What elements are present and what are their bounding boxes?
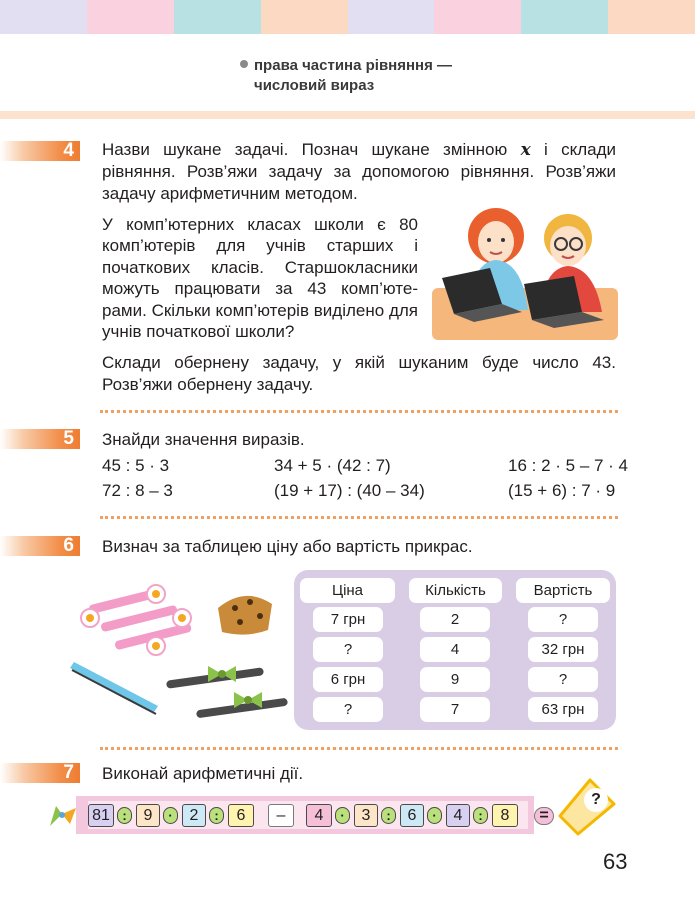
table-cell: 6 грн (313, 667, 383, 692)
table-cell: 7 грн (313, 607, 383, 632)
table-cell: ? (313, 637, 383, 662)
task-number-tab (0, 141, 80, 161)
chain-operator: · (163, 807, 178, 824)
chain-number: 2 (182, 804, 206, 827)
chain-operator: : (209, 807, 224, 824)
dotted-divider (100, 410, 618, 413)
task6-title: Визнач за таблицею ціну або вартість прикрас. (102, 537, 473, 556)
task-number-tab (0, 429, 80, 449)
stripe (608, 0, 695, 34)
chain-operator: : (473, 807, 488, 824)
table-cell: 32 грн (528, 637, 598, 662)
divider (0, 111, 695, 119)
variable-x: x (520, 140, 531, 160)
chain-operator: · (427, 807, 442, 824)
blue-barrette (70, 662, 158, 712)
task4-intro-b: і склади рівняння. Розв’яжи задачу за допомогою рівняння. Розв’яжи задачу арифметичним методом. (102, 140, 616, 203)
header-line-1: права частина рівняння — (254, 57, 453, 74)
chain-number: 6 (228, 804, 254, 827)
task-number: 7 (63, 762, 74, 783)
answer-placeholder: ? (584, 788, 608, 812)
table-header-cost: Вартість (516, 578, 610, 603)
table-cell: ? (528, 667, 598, 692)
table-cell: 63 грн (528, 697, 598, 722)
chain-operator: : (117, 807, 132, 824)
table-cell: ? (313, 697, 383, 722)
chain-operator: · (335, 807, 350, 824)
expression: (19 + 17) : (40 – 34) (274, 481, 425, 500)
chain-number: 8 (492, 804, 518, 827)
task-number: 4 (63, 140, 74, 161)
expression: (15 + 6) : 7 · 9 (508, 481, 616, 500)
hair-accessories-illustration (70, 578, 290, 728)
kite-tail-bow-icon (46, 800, 80, 834)
task-number-tab (0, 536, 80, 556)
chain-number: 81 (88, 804, 114, 827)
chain-number: 4 (306, 804, 332, 827)
flower-icon (147, 637, 165, 655)
task-number: 5 (63, 428, 74, 449)
bullet-icon (240, 60, 248, 68)
expression: 45 : 5 · 3 (102, 456, 170, 475)
expression: 72 : 8 – 3 (102, 481, 173, 500)
dotted-divider (100, 747, 618, 750)
table-cell: 2 (420, 607, 490, 632)
flower-icon (173, 609, 191, 627)
task4-problem: У комп’ютерних класах школи є 80 комп’ютерів для учнів старших і початкових класів. Старшокласники можуть працювати за 43 комп’юте-рами. Скільки комп’ютерів виділено для учнів початкової школи? (102, 215, 418, 342)
header-note (240, 56, 452, 96)
chain-number: 9 (136, 804, 160, 827)
table-cell: 9 (420, 667, 490, 692)
page-number: 63 (603, 849, 628, 874)
chain-operator: : (381, 807, 396, 824)
stripe (0, 0, 87, 34)
task4-intro-a: Назви шукане задачі. Познач шукане змінною (102, 140, 508, 159)
chain-number: 4 (446, 804, 470, 827)
stripe (87, 0, 174, 34)
chain-minus: – (268, 804, 294, 827)
chain-number: 3 (354, 804, 378, 827)
task-number: 6 (63, 535, 74, 556)
flower-icon (81, 609, 99, 627)
stripe (261, 0, 348, 34)
task4-instructions (102, 139, 616, 205)
stripe (348, 0, 435, 34)
stripe (174, 0, 261, 34)
task4-inverse: Склади обернену задачу, у якій шуканим буде число 43. Розв’яжи обернену задачу. (102, 353, 616, 394)
stripe (434, 0, 521, 34)
expression: 34 + 5 · (42 : 7) (274, 456, 391, 475)
expression: 16 : 2 · 5 – 7 · 4 (508, 456, 629, 475)
table-cell: 7 (420, 697, 490, 722)
dotted-divider (100, 516, 618, 519)
task7-title: Виконай арифметичні дії. (102, 764, 304, 783)
header-line-2: числовий вираз (254, 77, 375, 94)
kids-laptops-illustration (432, 200, 618, 340)
stripe (521, 0, 608, 34)
table-cell: 4 (420, 637, 490, 662)
chain-number: 6 (400, 804, 424, 827)
flower-icon (147, 585, 165, 603)
table-header-quantity: Кількість (409, 578, 502, 603)
leopard-claw-clip (218, 596, 272, 635)
top-color-stripes (0, 0, 695, 34)
table-cell: ? (528, 607, 598, 632)
table-header-price: Ціна (300, 578, 395, 603)
task5-title: Знайди значення виразів. (102, 430, 305, 449)
chain-equals: = (534, 807, 554, 825)
task-number-tab (0, 763, 80, 783)
girl-face (478, 221, 514, 263)
